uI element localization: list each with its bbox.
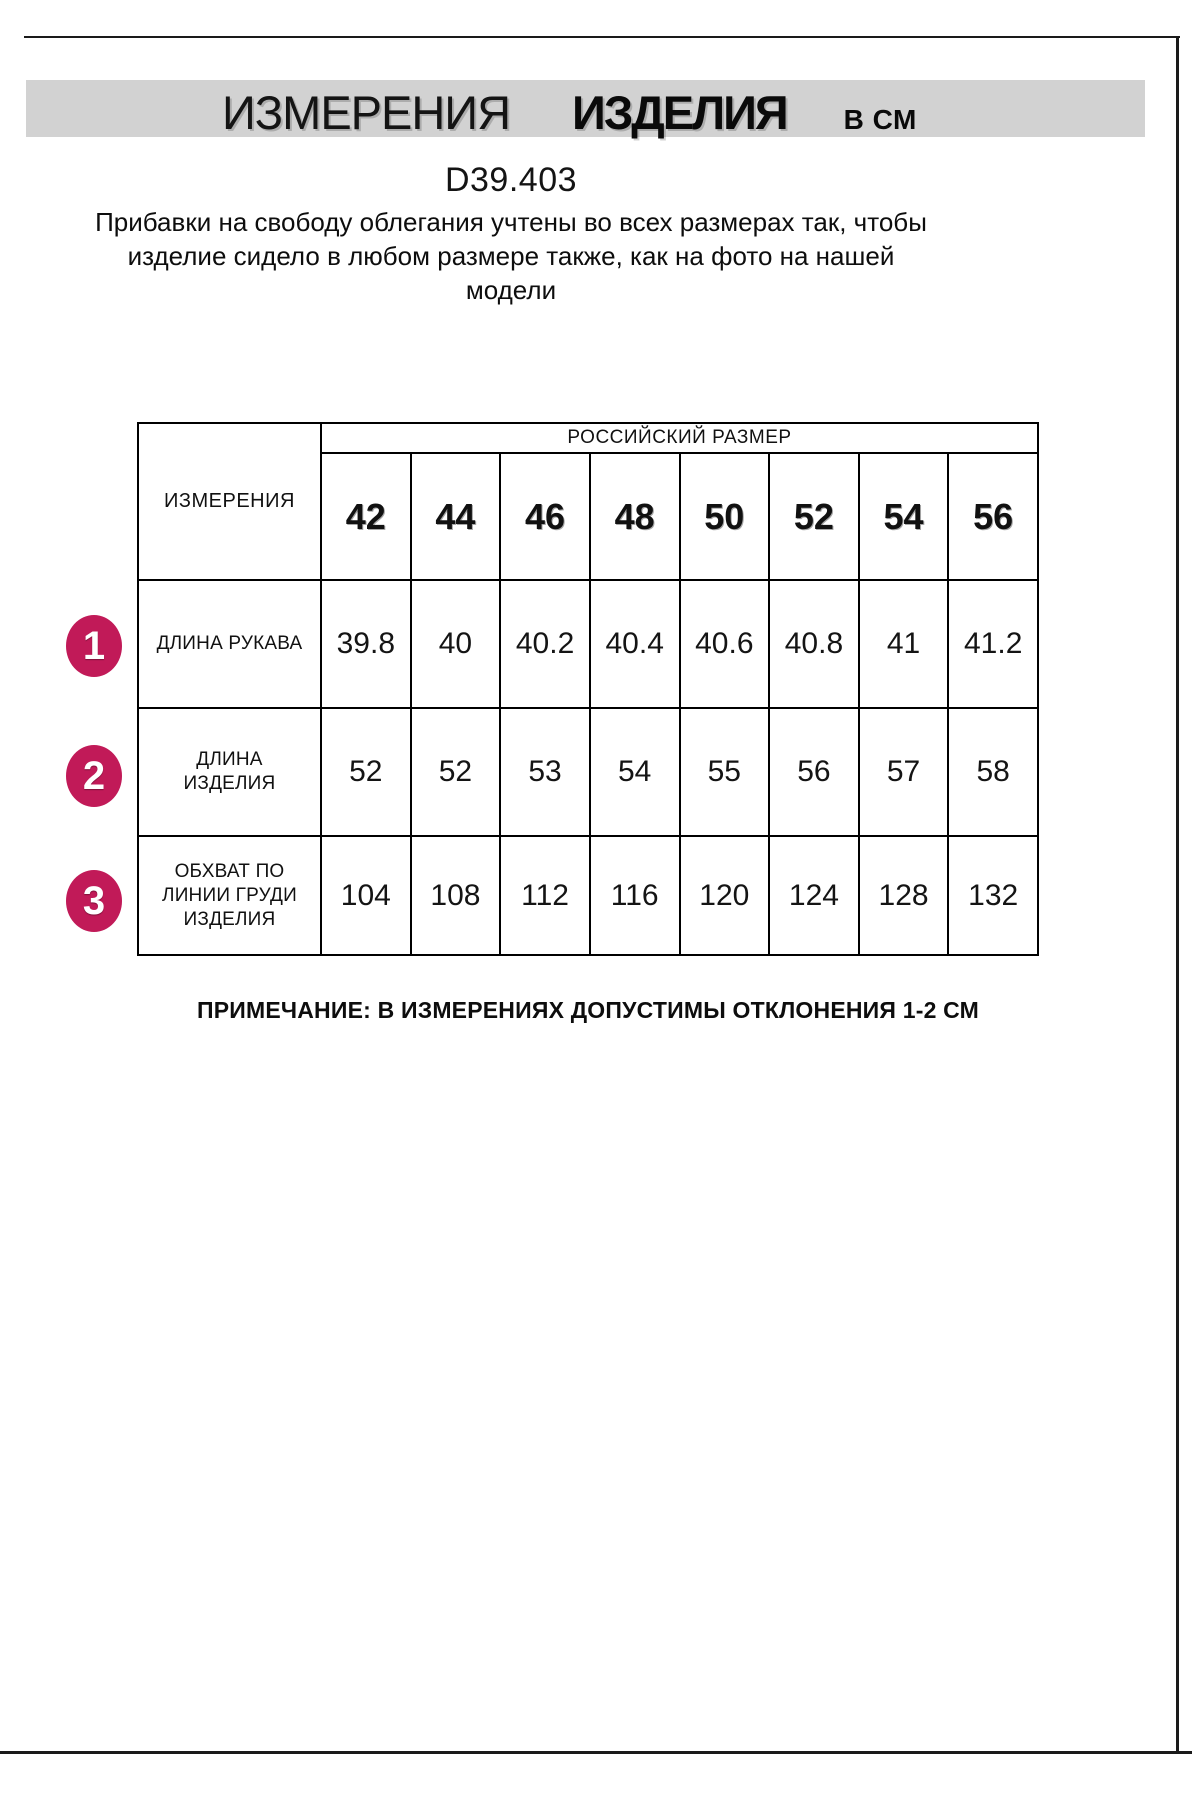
cell-value: 55 [680, 708, 770, 836]
size-column-header: 42 [321, 453, 411, 580]
cell-value: 108 [411, 836, 501, 955]
cell-value: 56 [769, 708, 859, 836]
page-border-right [1176, 36, 1179, 1753]
table-row-chest-girth [138, 836, 1038, 955]
row-marker-1 [66, 615, 122, 677]
page-border-bottom [0, 1751, 1192, 1754]
product-code: D39.403 [444, 161, 578, 199]
page-border-top [24, 36, 1180, 38]
title-word-product: ИЗДЕЛИЯ [572, 86, 787, 139]
cell-value: 40 [411, 580, 501, 708]
row-marker-2 [66, 745, 122, 807]
table-row-garment-length [138, 708, 1038, 836]
table-row-group-header [138, 423, 1038, 453]
cell-value: 104 [321, 836, 411, 955]
measurements-corner-label: ИЗМЕРЕНИЯ [138, 423, 321, 580]
cell-value: 41 [859, 580, 949, 708]
title-band [26, 80, 1145, 137]
size-table [137, 422, 1039, 956]
size-column-header: 52 [769, 453, 859, 580]
cell-value: 132 [948, 836, 1038, 955]
cell-value: 124 [769, 836, 859, 955]
cell-value: 116 [590, 836, 680, 955]
cell-value: 40.4 [590, 580, 680, 708]
cell-value: 112 [500, 836, 590, 955]
table-row-sleeve-length [138, 580, 1038, 708]
row-marker-3 [66, 870, 122, 932]
row-marker-2-number: 2 [82, 753, 106, 798]
row-marker-3-number: 3 [82, 878, 106, 923]
row-label-garment-length: ДЛИНА ИЗДЕЛИЯ [138, 708, 321, 836]
cell-value: 40.2 [500, 580, 590, 708]
fit-description: Прибавки на свободу облегания учтены во всех размерах так, чтобы изделие сидело в любом размере также, как на фото на нашей модели [95, 207, 927, 305]
cell-value: 128 [859, 836, 949, 955]
russian-size-header: РОССИЙСКИЙ РАЗМЕР [321, 423, 1038, 453]
cell-value: 57 [859, 708, 949, 836]
size-column-header: 54 [859, 453, 949, 580]
cell-value: 39.8 [321, 580, 411, 708]
cell-value: 53 [500, 708, 590, 836]
size-column-header: 50 [680, 453, 770, 580]
size-column-header: 48 [590, 453, 680, 580]
cell-value: 40.8 [769, 580, 859, 708]
cell-value: 40.6 [680, 580, 770, 708]
cell-value: 52 [321, 708, 411, 836]
cell-value: 41.2 [948, 580, 1038, 708]
row-label-chest-girth: ОБХВАТ ПО ЛИНИИ ГРУДИ ИЗДЕЛИЯ [138, 836, 321, 955]
size-column-header: 44 [411, 453, 501, 580]
title-word-measurements: ИЗМЕРЕНИЯ [222, 86, 511, 139]
cell-value: 120 [680, 836, 770, 955]
size-column-header: 56 [948, 453, 1038, 580]
row-marker-1-number: 1 [82, 623, 106, 668]
cell-value: 58 [948, 708, 1038, 836]
size-column-header: 46 [500, 453, 590, 580]
title-unit-cm: В СМ [843, 104, 917, 135]
tolerance-note: ПРИМЕЧАНИЕ: В ИЗМЕРЕНИЯХ ДОПУСТИМЫ ОТКЛОНЕНИЯ 1-2 СМ [196, 997, 980, 1023]
cell-value: 52 [411, 708, 501, 836]
intro-block [0, 161, 1022, 307]
row-label-sleeve-length: ДЛИНА РУКАВА [138, 580, 321, 708]
cell-value: 54 [590, 708, 680, 836]
